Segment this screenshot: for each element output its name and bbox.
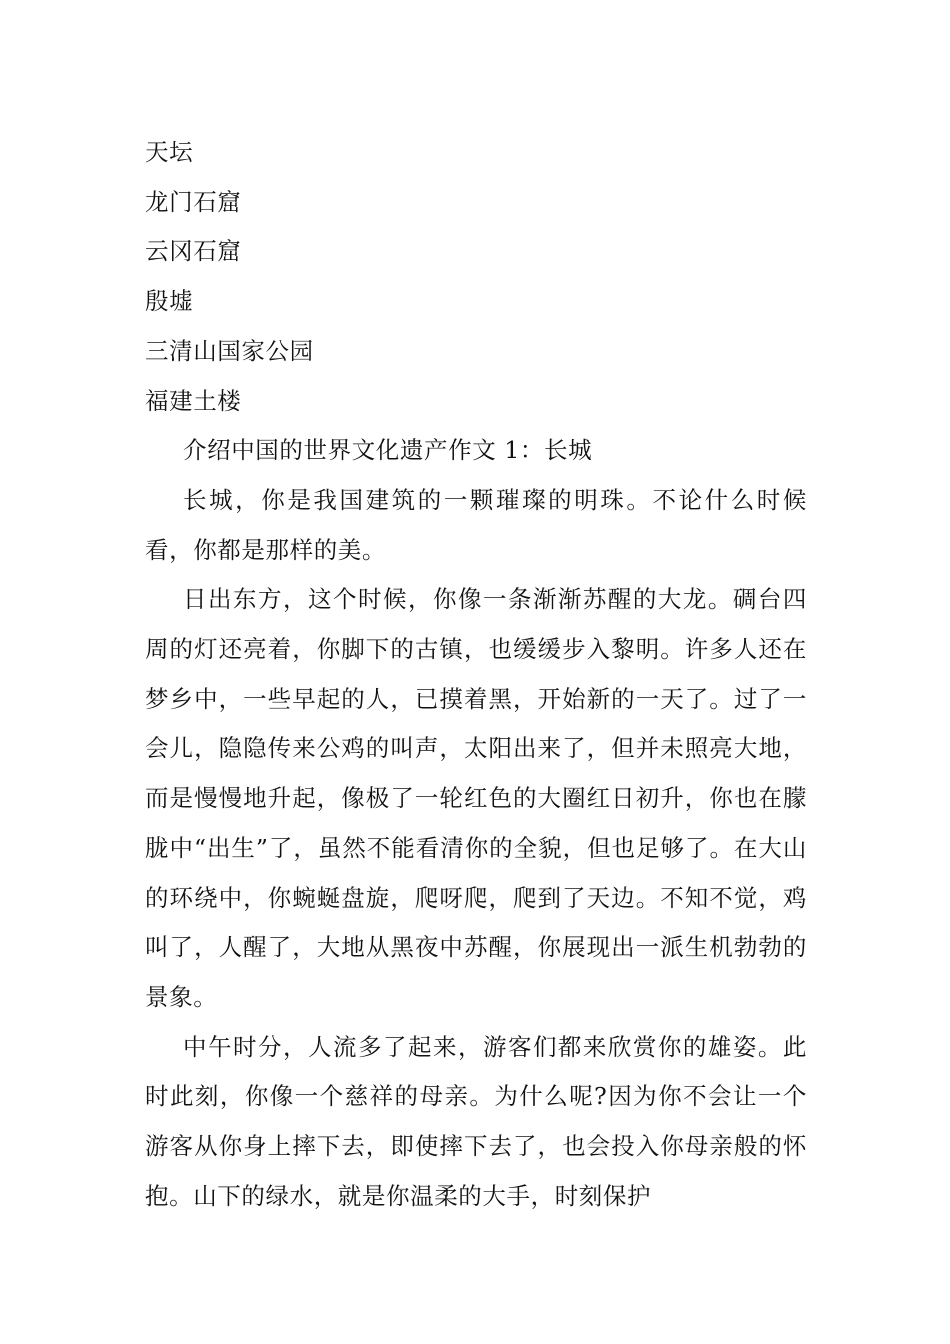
heritage-list-item: 云冈石窟 xyxy=(145,237,242,266)
essay-paragraph: 长城，你是我国建筑的一颗璀璨的明珠。不论什么时候看，你都是那样的美。 xyxy=(145,485,807,564)
essay-paragraph: 日出东方，这个时候，你像一条渐渐苏醒的大龙。碉台四周的灯还亮着，你脚下的古镇，也缓缓步入黎明。许多人还在梦乡中，一些早起的人，已摸着黑，开始新的一天了。过了一会儿，隐隐传来公鸡的叫声，太阳出来了，但并未照亮大地，而是慢慢地升起，像极了一轮红色的大圈红日初升，你也在朦胧中“出生”了，虽然不能看清你的全貌，但也足够了。在大山的环绕中，你蜿蜒盘旋，爬呀爬，爬到了天边。不知不觉，鸡叫了，人醒了，大地从黑夜中苏醒，你展现出一派生机勃勃的景象。 xyxy=(145,585,807,1011)
heritage-list-item: 龙门石窟 xyxy=(145,187,242,216)
essay-heading: 介绍中国的世界文化遗产作文 1：长城 xyxy=(183,436,593,465)
heritage-list-item: 天坛 xyxy=(145,138,194,166)
essay-paragraph: 中午时分，人流多了起来，游客们都来欣赏你的雄姿。此时此刻，你像一个慈祥的母亲。为什么呢?因为你不会让一个游客从你身上摔下去，即使摔下去了，也会投入你母亲般的怀抱。山下的绿水，就是你温柔的大手，时刻保护 xyxy=(145,1032,807,1210)
heritage-list-item: 殷墟 xyxy=(145,287,194,316)
heritage-list-item: 福建土楼 xyxy=(145,386,242,415)
heritage-list-item: 三清山国家公园 xyxy=(145,336,314,365)
document-body xyxy=(145,128,807,1221)
